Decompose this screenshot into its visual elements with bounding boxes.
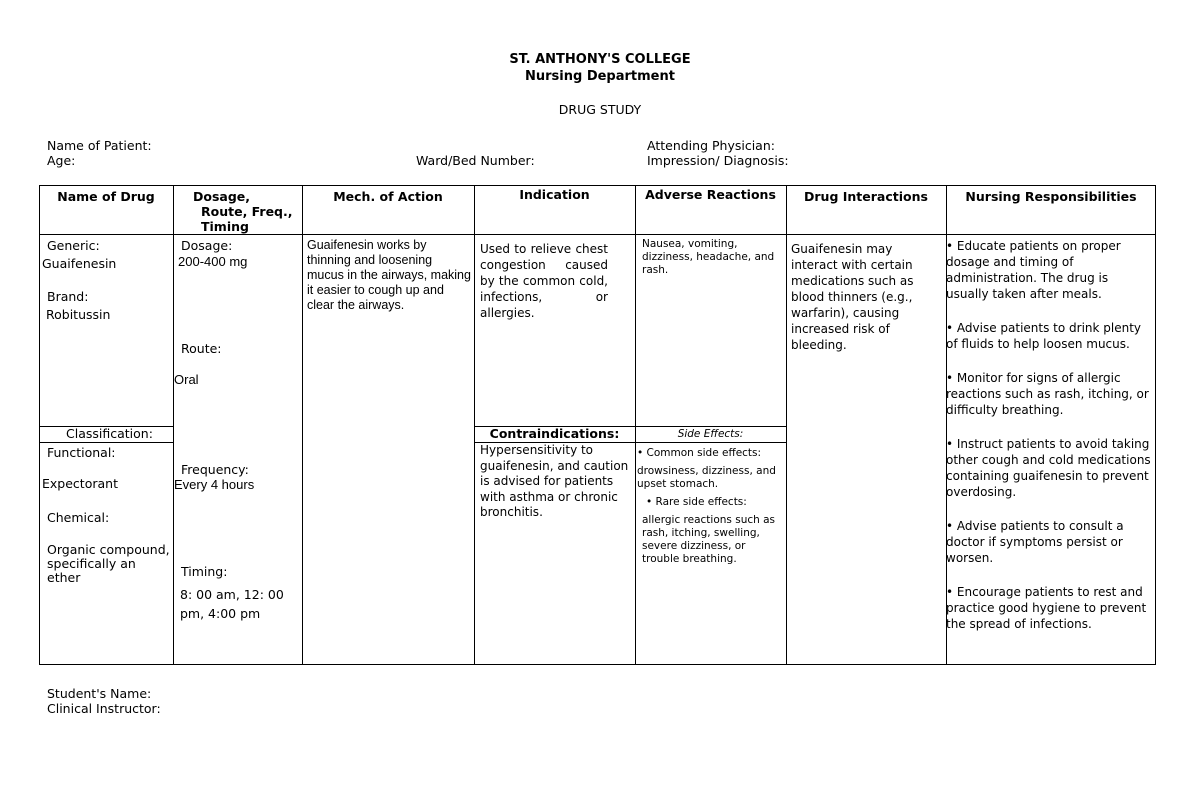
col-header-name-of-drug: Name of Drug — [57, 189, 155, 204]
ward-label: Ward/Bed Number: — [416, 153, 535, 168]
col-header-timing: Timing — [201, 219, 249, 234]
chemical-label: Chemical: — [47, 510, 110, 525]
contraindications-text: Hypersensitivity to guaifenesin, and caution is advised for patients with asthma or chronic bronchitis. — [480, 443, 629, 519]
physician-label: Attending Physician: — [647, 138, 775, 153]
dosage-value: 200-400 mg — [178, 254, 248, 269]
responsibility-item: • Instruct patients to avoid taking other cough and cold medications containing guaifenesin to prevent overdosing. — [946, 437, 1151, 499]
rare-side-effects-label: • Rare side effects: — [646, 496, 747, 508]
responsibility-item: • Educate patients on proper dosage and timing of administration. The drug is usually taken after meals. — [946, 239, 1121, 301]
frequency-label: Frequency: — [181, 462, 249, 477]
functional-label: Functional: — [47, 445, 116, 460]
frequency-value: Every 4 hours — [174, 477, 255, 492]
route-value: Oral — [174, 372, 199, 387]
mechanism-text: Guaifenesin works by thinning and loosening mucus in the airways, making it easier to cough up and clear the airways. — [307, 238, 471, 312]
common-side-effects-text: drowsiness, dizziness, and upset stomach. — [637, 465, 776, 490]
classification-label: Classification: — [66, 426, 153, 441]
col-header-adverse: Adverse Reactions — [645, 187, 776, 202]
responsibility-item: • Encourage patients to rest and practice good hygiene to prevent the spread of infections. — [946, 585, 1147, 631]
route-label: Route: — [181, 341, 222, 356]
generic-label: Generic: — [47, 238, 100, 253]
col-header-responsibilities: Nursing Responsibilities — [965, 189, 1137, 204]
rare-side-effects-text: allergic reactions such as rash, itching, swelling, severe dizziness, or trouble breathing. — [642, 514, 776, 565]
student-name-label: Student's Name: — [47, 686, 152, 701]
col-header-route: Route, Freq., — [201, 204, 293, 219]
college-name: ST. ANTHONY'S COLLEGE — [509, 52, 691, 67]
responsibilities-list — [946, 238, 1151, 650]
common-side-effects-label: • Common side effects: — [637, 447, 762, 459]
clinical-instructor-label: Clinical Instructor: — [47, 701, 161, 716]
side-effects-label: Side Effects: — [677, 428, 744, 440]
responsibility-item: • Advise patients to drink plenty of fluids to help loosen mucus. — [946, 321, 1142, 351]
functional-value: Expectorant — [42, 476, 118, 491]
brand-label: Brand: — [47, 289, 89, 304]
interactions-text: Guaifenesin may interact with certain medications such as blood thinners (e.g., warfarin), causing increased risk of bleeding. — [791, 242, 914, 352]
responsibility-item: • Advise patients to consult a doctor if symptoms persist or worsen. — [946, 519, 1124, 565]
patient-name-label: Name of Patient: — [47, 138, 152, 153]
responsibility-item: • Monitor for signs of allergic reactions such as rash, itching, or difficulty breathing. — [946, 371, 1149, 417]
col-header-indication: Indication — [519, 187, 590, 202]
document-title: DRUG STUDY — [558, 102, 642, 117]
col-header-interactions: Drug Interactions — [804, 189, 928, 204]
diagnosis-label: Impression/ Diagnosis: — [647, 153, 789, 168]
age-label: Age: — [47, 153, 76, 168]
generic-value: Guaifenesin — [42, 256, 117, 271]
chemical-value: Organic compound, specifically an ether — [47, 542, 170, 585]
col-header-dosage: Dosage, — [193, 189, 251, 204]
adverse-text: Nausea, vomiting, dizziness, headache, and rash. — [642, 238, 775, 276]
brand-value: Robitussin — [46, 307, 111, 322]
contraindications-label: Contraindications: — [489, 426, 620, 441]
timing-value: 8: 00 am, 12: 00 pm, 4:00 pm — [180, 587, 284, 621]
col-header-mechanism: Mech. of Action — [333, 189, 443, 204]
indication-text: Used to relieve chest congestion caused by the common cold, infections, or allergies. — [480, 242, 608, 320]
department-name: Nursing Department — [525, 69, 675, 84]
timing-label: Timing: — [181, 564, 228, 579]
dosage-label: Dosage: — [181, 238, 233, 253]
